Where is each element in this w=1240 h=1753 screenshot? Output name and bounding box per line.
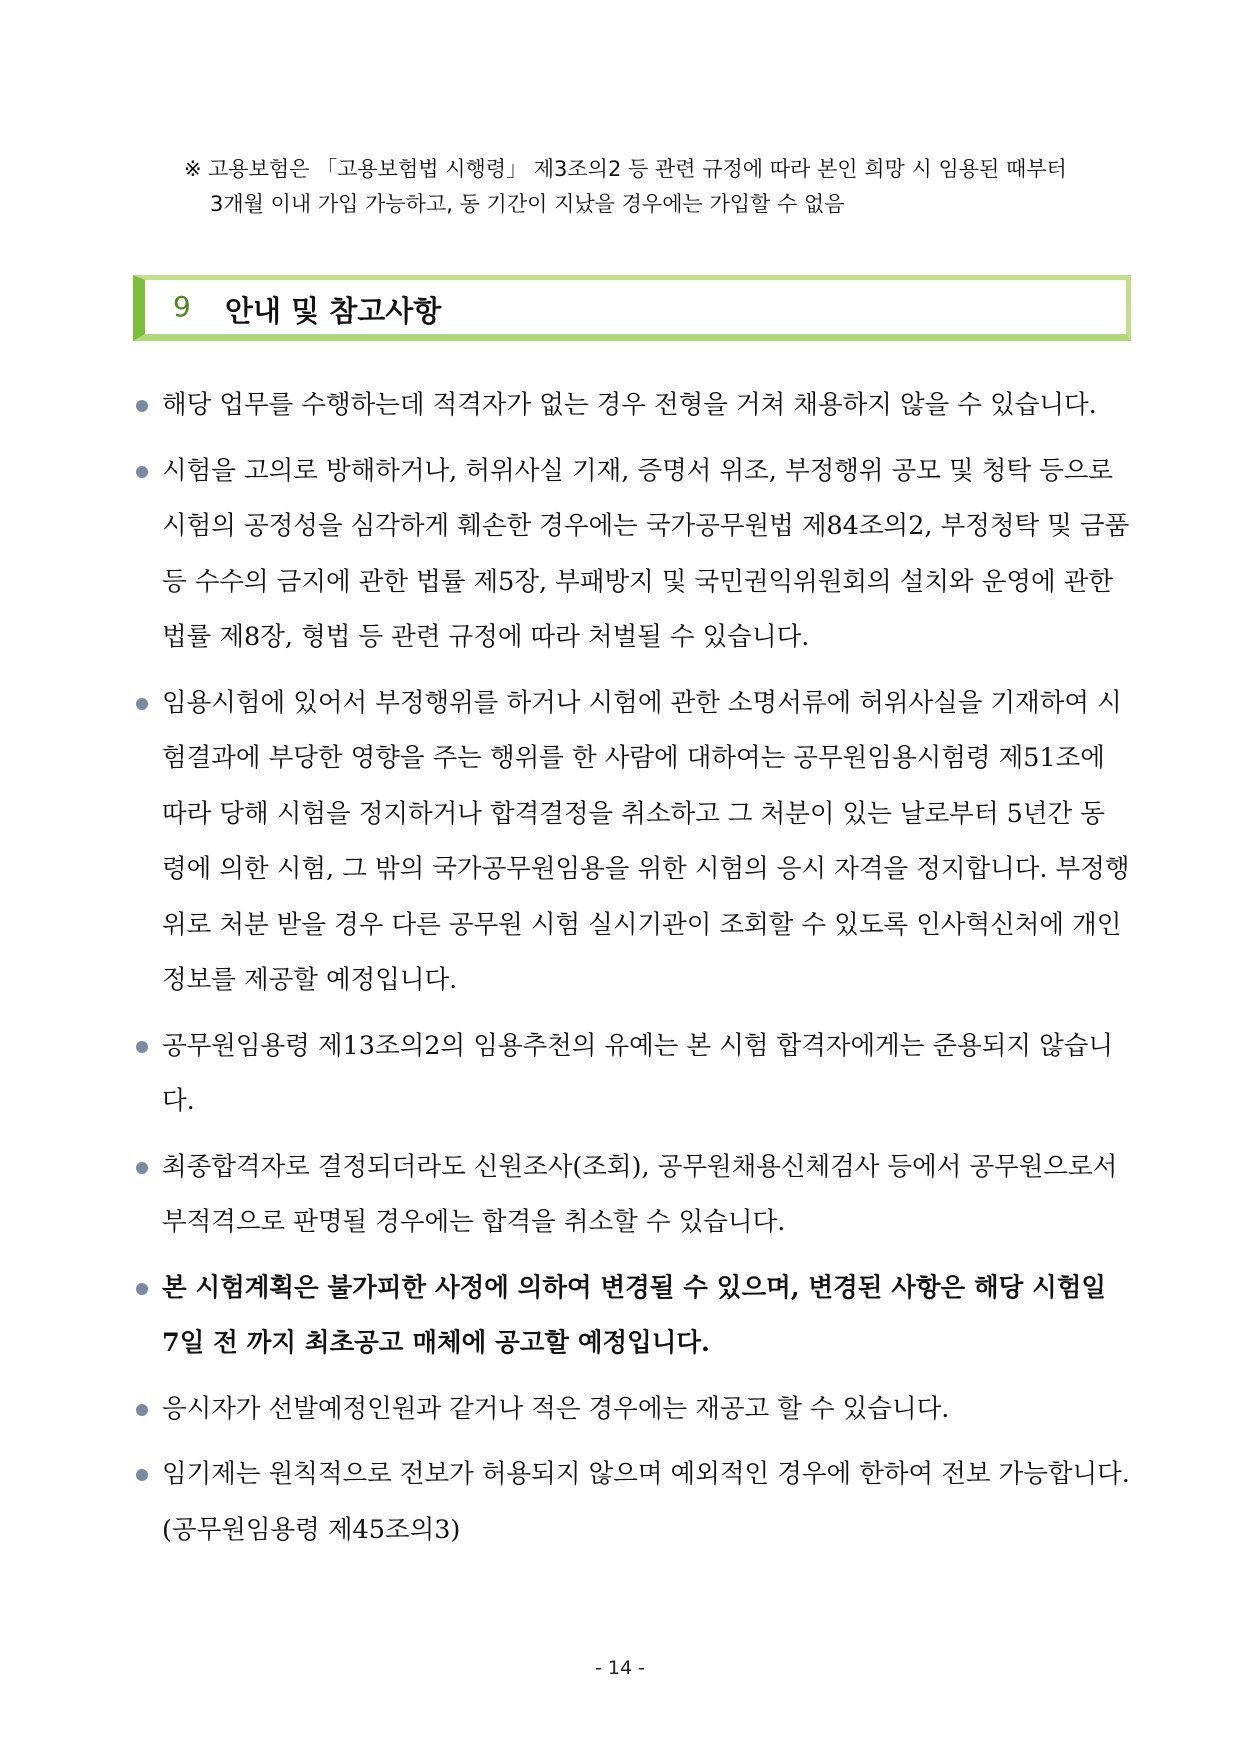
list-item <box>132 1447 1132 1558</box>
note-line-2: 3개월 이내 가입 가능하고, 동 기간이 지났을 경우에는 가입할 수 없음 <box>210 192 845 216</box>
list-item <box>132 378 1132 434</box>
list-item-text: 해당 업무를 수행하는데 적격자가 없는 경우 전형을 거쳐 채용하지 않을 수 있습니다. <box>162 390 1097 420</box>
list-item-text: 최종합격자로 결정되더라도 신원조사(조회), 공무원채용신체검사 등에서 공무원으로서 부적격으로 판명될 경우에는 합격을 취소할 수 있습니다. <box>162 1151 1118 1237</box>
list-item <box>132 1382 1132 1438</box>
list-item-text: 시험을 고의로 방해하거나, 허위사실 기재, 증명서 위조, 부정행위 공모 및 청탁 등으로 시험의 공정성을 심각하게 훼손한 경우에는 국가공무원법 제84조의2, 부정청탁 및 금품 등 수수의 금지에 관한 법률 제5장, 부패방지 및 국민권익위원회의 설치와 운영에 관한 법률 제8장, 형법 등 관련 규정에 따라 처벌될 수 있습니다. <box>162 455 1130 652</box>
list-item <box>132 1019 1132 1130</box>
list-item-text: 본 시험계획은 불가피한 사정에 의하여 변경될 수 있으며, 변경된 사항은 해당 시험일 7일 전 까지 최초공고 매체에 공고할 예정입니다. <box>162 1272 1107 1358</box>
list-item <box>132 1140 1132 1251</box>
bullet-icon <box>136 1404 148 1416</box>
list-item-emphasized <box>132 1261 1132 1372</box>
list-item <box>132 676 1132 1009</box>
bullet-icon <box>136 466 148 478</box>
reference-mark: ※ <box>184 157 202 181</box>
note-block <box>184 152 1144 222</box>
bullet-icon <box>136 400 148 412</box>
bullet-icon <box>136 1283 148 1295</box>
notice-list <box>132 378 1132 1568</box>
list-item-text: 공무원임용령 제13조의2의 임용추천의 유예는 본 시험 합격자에게는 준용되지 않습니다. <box>162 1030 1114 1116</box>
list-item <box>132 444 1132 666</box>
list-item-text: 임용시험에 있어서 부정행위를 하거나 시험에 관한 소명서류에 허위사실을 기재하여 시험결과에 부당한 영향을 주는 행위를 한 사람에 대하여는 공무원임용시험령 제51조에 따라 당해 시험을 정지하거나 합격결정을 취소하고 그 처분이 있는 날로부터 5년간 동 령에 의한 시험, 그 밖의 국가공무원임용을 위한 시험의 응시 자격을 정지합니다. 부정행위로 처분 받을 경우 다른 공무원 시험 실시기관이 조회할 수 있도록 인사혁신처에 개인정보를 제공할 예정입니다. <box>162 687 1130 995</box>
list-item-text: 임기제는 원칙적으로 전보가 허용되지 않으며 예외적인 경우에 한하여 전보 가능합니다.(공무원임용령 제45조의3) <box>162 1459 1130 1545</box>
page-number: - 14 - <box>595 1657 645 1679</box>
bullet-icon <box>136 1469 148 1481</box>
section-number: 9 <box>173 290 191 323</box>
bullet-icon <box>136 1041 148 1053</box>
section-header <box>133 275 1131 341</box>
bullet-icon <box>136 1162 148 1174</box>
note-text-1: 고용보험은 「고용보험법 시행령」 제3조의2 등 관련 규정에 따라 본인 희망 시 임용된 때부터 <box>208 157 1067 181</box>
list-item-text: 응시자가 선발예정인원과 같거나 적은 경우에는 재공고 할 수 있습니다. <box>162 1393 950 1424</box>
section-title: 안내 및 참고사항 <box>225 294 442 328</box>
bullet-icon <box>136 698 148 710</box>
note-line-1 <box>184 152 1144 187</box>
